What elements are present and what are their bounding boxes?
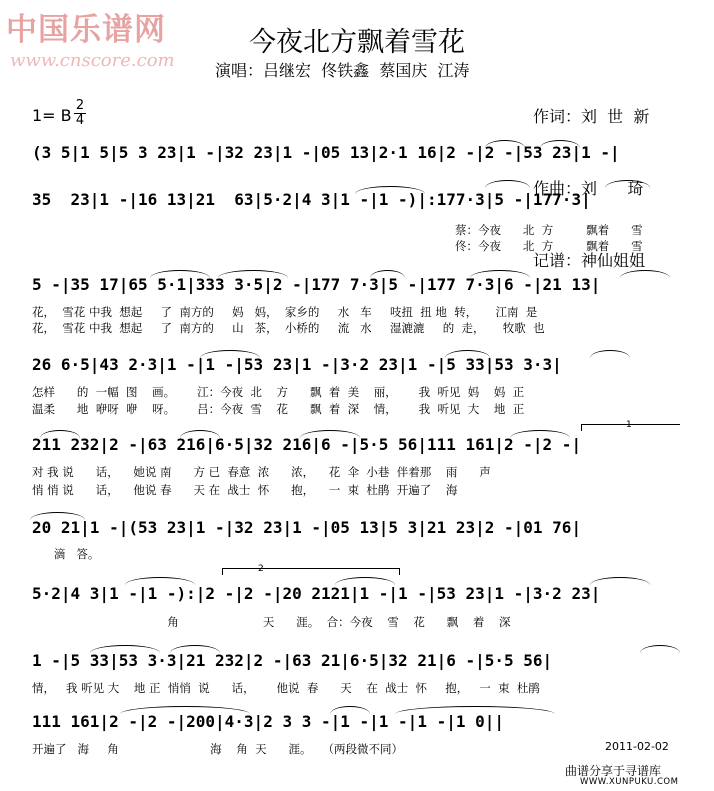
- score-row-6: 20 21|1 -|(53 23|1 -|32 23|1 -|05 13|5 3|21 23|2 -|01 76|: [32, 518, 582, 537]
- slur-mark: [150, 270, 210, 278]
- slur-mark: [590, 350, 630, 358]
- time-signature-bottom: 4: [75, 113, 85, 128]
- score-row-5: 211 232|2 -|63 216|6·5|32 216|6 -|5·5 56|111 161|2 -|2 -|: [32, 435, 582, 454]
- slur-mark: [510, 430, 570, 438]
- lyric-row-4b: 悄 悄 说 话， 他说 春 天 在 战士 怀 抱， 一 束 杜鹃 开遍了 海: [32, 483, 458, 497]
- slur-mark: [485, 180, 530, 188]
- key-signature: 1= B: [32, 106, 72, 125]
- volta-number-1: 1: [626, 420, 632, 430]
- lyric-row-7: 情， 我 听见 大 地 正 悄悄 说 话， 他说 春 天 在 战士 怀 抱， 一 束 杜鹃: [32, 681, 540, 695]
- score-row-8: 1 -|5 33|53 3·3|21 232|2 -|63 21|6·5|32 21|6 -|5·5 56|: [32, 651, 553, 670]
- lyric-row-3b: 温柔 地 咿呀 咿 呀。 吕：今夜 雪 花 飘 着 深 情， 我 听见 大 地 正: [32, 402, 525, 416]
- slur-mark: [300, 430, 360, 438]
- time-signature: [74, 99, 86, 128]
- score-row-9: 111 161|2 -|2 -|200|4·3|2 3 3 -|1 -|1 -|1 -|1 0||: [32, 712, 505, 731]
- score-row-7: 5·2|4 3|1 -|1 -):|2 -|2 -|20 2121|1 -|1 -|53 23|1 -|3·2 23|: [32, 584, 601, 603]
- score-row-3: 5 -|35 17|65 5·1|333 3·5|2 -|177 7·3|5 -|177 7·3|6 -|21 13|: [32, 275, 601, 294]
- slur-mark: [470, 270, 530, 278]
- score-row-4: 26 6·5|43 2·3|1 -|1 -|53 23|1 -|3·2 23|1 -|5 33|53 3·3|: [32, 355, 562, 374]
- slur-mark: [335, 577, 395, 585]
- slur-mark: [640, 645, 680, 653]
- slur-mark: [370, 270, 405, 278]
- slur-mark: [90, 645, 160, 653]
- lyric-row-4a: 对 我 说 话， 她说 南 方 已 春意 浓 浓， 花 伞 小巷 伴着那 雨 声: [32, 465, 491, 479]
- share-notice: 曲谱分享于寻谱库: [565, 764, 662, 778]
- score-row-1: (3 5|1 5|5 3 23|1 -|32 23|1 -|05 13|2·1 16|2 -|2 -|53 23|1 -|: [32, 143, 620, 162]
- time-signature-top: 2: [75, 98, 85, 113]
- song-title: 今夜北方飘着雪花: [249, 27, 465, 58]
- watermark-site-name: 中国乐谱网: [6, 12, 166, 48]
- slur-mark: [620, 270, 670, 278]
- credits-block: [533, 57, 649, 297]
- composer-credit: 作曲：刘 琦: [533, 179, 644, 198]
- lyricist-credit: 作词：刘 世 新: [533, 107, 650, 126]
- lyric-row-2a: 花， 雪花 中我 想起 了 南方的 妈 妈， 家乡的 水 车 吱扭 扭 地 转， 江南 是: [32, 305, 538, 319]
- slur-mark: [120, 706, 250, 714]
- slur-mark: [218, 270, 288, 278]
- slur-mark: [40, 430, 80, 438]
- singers-line: 演唱：吕继宏 佟铁鑫 蔡国庆 江涛: [215, 61, 470, 80]
- slur-mark: [125, 577, 195, 585]
- score-row-2: 35 23|1 -|16 13|21 63|5·2|4 3|1 -|1 -)|:177·3|5 -|177·3|: [32, 190, 591, 209]
- lyric-row-1a: 蔡：今夜 北 方 飘着 雪: [455, 223, 643, 237]
- slur-mark: [180, 430, 220, 438]
- slur-mark: [170, 645, 220, 653]
- slur-mark: [395, 706, 555, 714]
- footer-url: WWW.XUNPUKU.COM: [580, 777, 679, 787]
- watermark-url: www.cnscore.com: [10, 50, 175, 71]
- slur-mark: [200, 350, 260, 358]
- slur-mark: [445, 350, 490, 358]
- slur-mark: [30, 512, 85, 520]
- slur-mark: [330, 706, 370, 714]
- lyric-row-3a: 怎样 的 一幅 图 画。 江：今夜 北 方 飘 着 美 丽， 我 听见 妈 妈 正: [32, 385, 525, 399]
- transcriber-credit: 记谱：神仙姐姐: [533, 251, 646, 270]
- volta-bracket-2: [222, 568, 400, 575]
- transcription-date: 2011-02-02: [605, 740, 669, 753]
- lyric-row-5: 滴 答。: [32, 547, 100, 561]
- slur-mark: [485, 140, 525, 148]
- lyric-row-2b: 花， 雪花 中我 想起 了 南方的 山 茶， 小桥的 流 水 湿漉漉 的 走， 牧歌 也: [32, 321, 545, 335]
- slur-mark: [590, 577, 650, 585]
- slur-mark: [355, 186, 425, 194]
- lyric-row-8: 开遍了 海 角 海 角 天 涯。 （两段微不同）: [32, 742, 403, 756]
- lyric-row-6: 角 天 涯。 合：今夜 雪 花 飘 着 深: [32, 615, 511, 629]
- volta-number-2: 2: [258, 564, 264, 574]
- lyric-row-1b: 佟：今夜 北 方 飘着 雪: [455, 239, 643, 253]
